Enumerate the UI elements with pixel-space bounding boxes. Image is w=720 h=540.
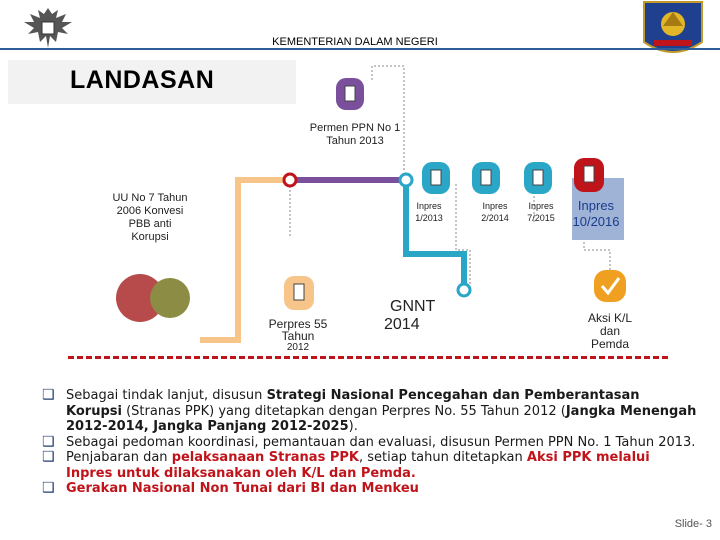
list-item: ❑ Gerakan Nasional Non Tunai dari BI dan Menkeu bbox=[42, 480, 419, 496]
path-teal bbox=[406, 180, 464, 290]
uu-label: UU No 7 Tahun 2006 Konvesi PBB anti Korupsi bbox=[112, 192, 188, 243]
bullet-icon: ❑ bbox=[42, 387, 55, 403]
node-gnnt bbox=[458, 284, 470, 296]
bullet-icon: ❑ bbox=[42, 449, 55, 465]
section-divider bbox=[68, 356, 668, 359]
circle-olive bbox=[150, 278, 190, 318]
document-icon bbox=[524, 162, 552, 194]
ministry-name: KEMENTERIAN DALAM NEGERI bbox=[272, 36, 438, 48]
path-peach bbox=[200, 180, 290, 340]
bullet-icon: ❑ bbox=[42, 480, 55, 496]
perpres-label: Perpres 55 Tahun 2012 bbox=[268, 317, 328, 353]
inpres-2015-label: Inpres 7/2015 bbox=[527, 201, 555, 223]
slide-number: Slide- 3 bbox=[674, 518, 712, 530]
document-icon bbox=[336, 78, 364, 110]
document-icon bbox=[422, 162, 450, 194]
node-inpres bbox=[400, 174, 412, 186]
inpres-2014-label: Inpres 2/2014 bbox=[481, 201, 509, 223]
permen-label: Permen PPN No 1 Tahun 2013 bbox=[309, 122, 401, 147]
bullet-icon: ❑ bbox=[42, 433, 55, 450]
document-icon bbox=[574, 158, 604, 192]
document-icon bbox=[284, 276, 314, 310]
inpres-2013-label: Inpres 1/2013 bbox=[415, 201, 443, 223]
gnnt-label: GNNT 2014 bbox=[384, 298, 436, 333]
bullet-list bbox=[42, 388, 698, 497]
node-perpres bbox=[284, 174, 296, 186]
aksi-label: Aksi K/L dan Pemda bbox=[587, 311, 632, 351]
list-item: ❑ Sebagai tindak lanjut, disusun Strategi Nasional Pencegahan dan Pemberantasan Korupsi (Stranas PPK) yang ditetapkan dengan Perpres No. 55 Tahun 2012 (Jangka Menengah 2012-2014, Jangka Panjang 2012-2025). bbox=[42, 387, 697, 434]
checkmark-icon bbox=[594, 270, 626, 302]
document-icon bbox=[472, 162, 500, 194]
list-item: ❑ Sebagai pedoman koordinasi, pemantauan dan evaluasi, disusun Permen PPN No. 1 Tahun 2013. bbox=[42, 433, 696, 450]
connector-dotted-permen bbox=[372, 66, 404, 170]
inpres-2016-label: Inpres 10/2016 bbox=[572, 198, 620, 229]
list-item: ❑ Penjabaran dan pelaksanaan Stranas PPK, setiap tahun ditetapkan Aksi PPK melalui Inpres untuk dilaksanakan oleh K/L dan Pemda. bbox=[42, 449, 650, 481]
page-title: LANDASAN bbox=[70, 66, 215, 94]
